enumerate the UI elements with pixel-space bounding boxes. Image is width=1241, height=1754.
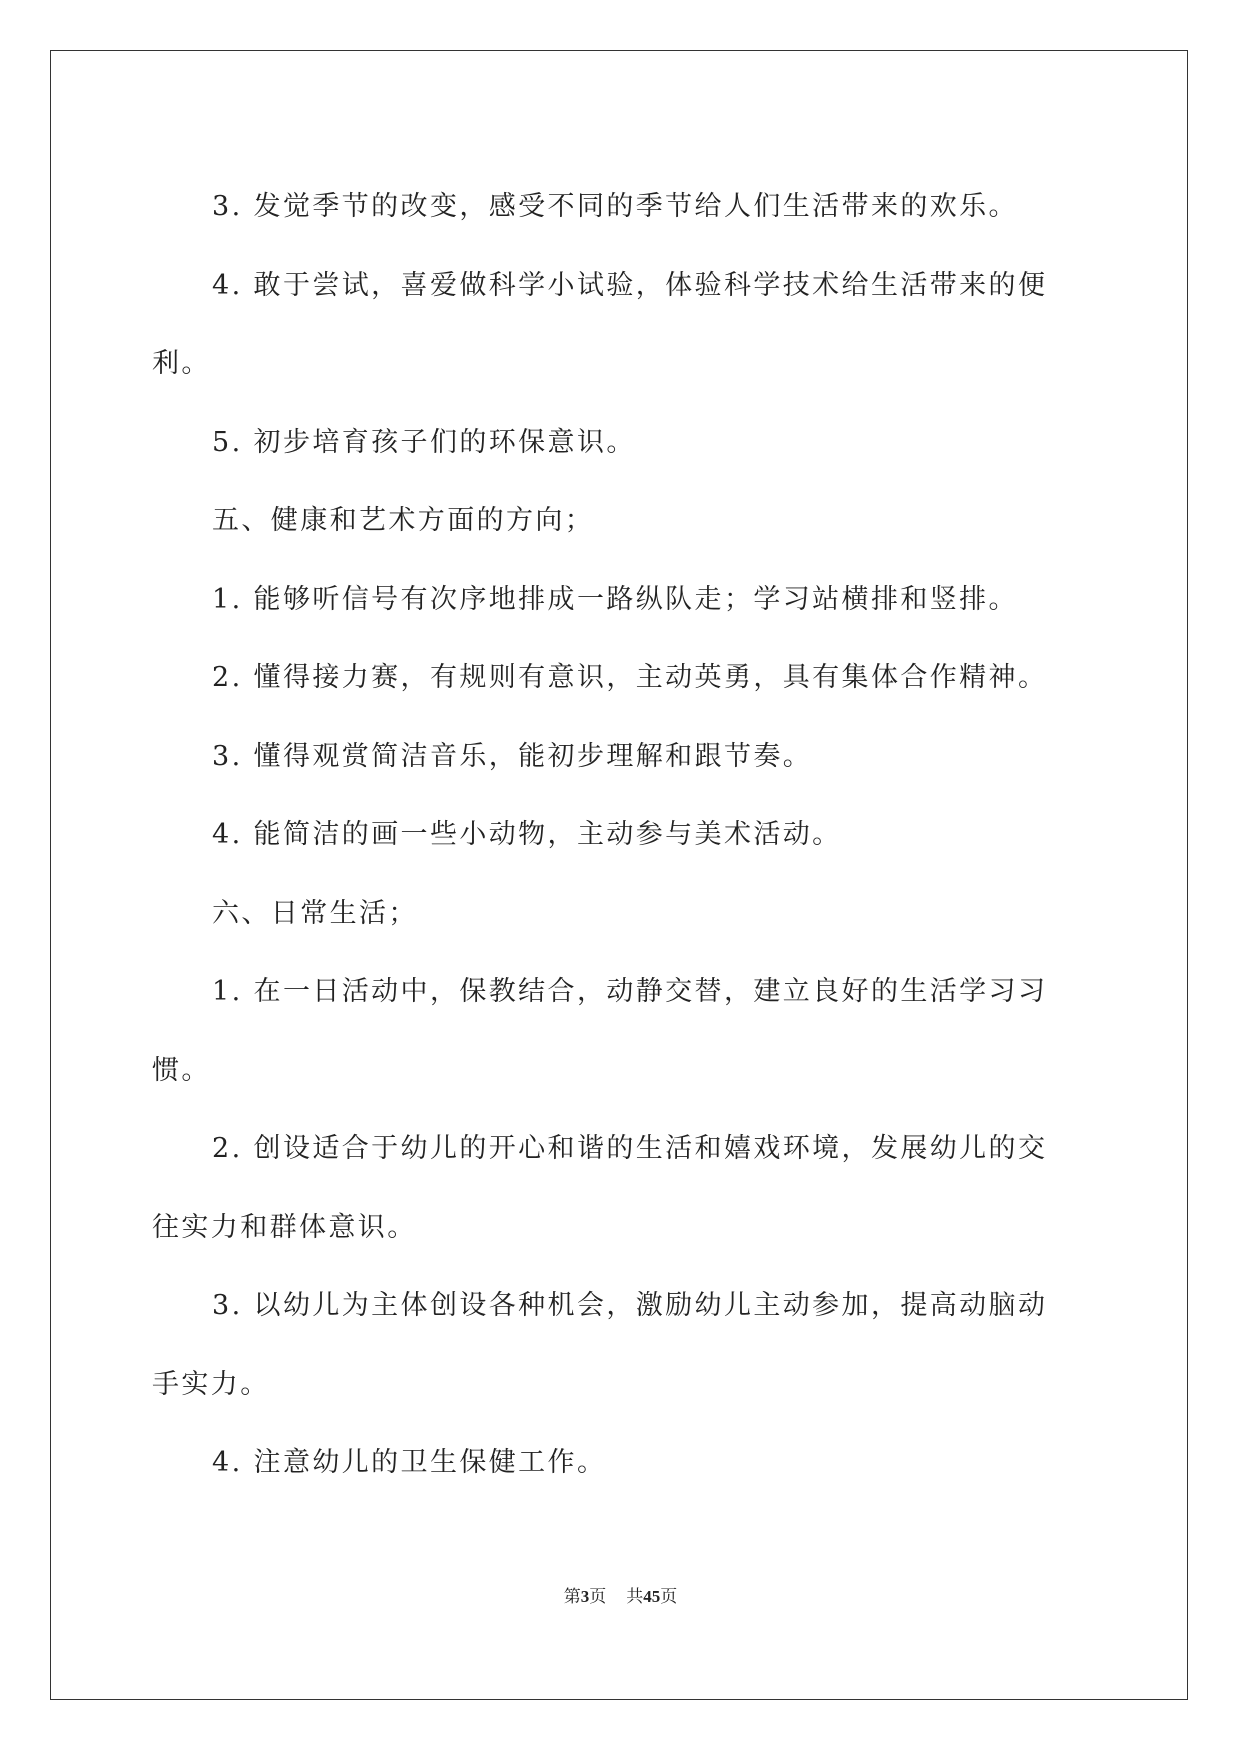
total-prefix: 共 xyxy=(626,1587,644,1607)
paragraph-line: 2. 创设适合于幼儿的开心和谐的生活和嬉戏环境，发展幼儿的交 xyxy=(212,1133,1048,1164)
document-body xyxy=(152,168,1092,1503)
page-footer xyxy=(0,1582,1241,1607)
page-prefix: 第 xyxy=(563,1587,581,1607)
paragraph-line: 3. 发觉季节的改变，感受不同的季节给人们生活带来的欢乐。 xyxy=(212,191,1018,222)
paragraph-line: 1. 在一日活动中，保教结合，动静交替，建立良好的生活学习习 xyxy=(212,976,1048,1007)
paragraph-line: 1. 能够听信号有次序地排成一路纵队走；学习站横排和竖排。 xyxy=(212,583,1018,615)
paragraph-line: 利。 xyxy=(152,348,211,379)
paragraph-line: 往实力和群体意识。 xyxy=(152,1211,417,1243)
paragraph-line: 4. 能简洁的画一些小动物，主动参与美术活动。 xyxy=(212,819,842,850)
section-heading: 五、健康和艺术方面的方向； xyxy=(212,505,595,536)
paragraph-line: 手实力。 xyxy=(152,1368,270,1400)
paragraph-line: 2. 懂得接力赛，有规则有意识，主动英勇，具有集体合作精神。 xyxy=(212,662,1048,693)
paragraph-line: 5. 初步培育孩子们的环保意识。 xyxy=(212,426,636,458)
page-suffix: 页 xyxy=(589,1587,607,1607)
paragraph-line: 3. 懂得观赏简洁音乐，能初步理解和跟节奏。 xyxy=(212,740,813,772)
page-number: 3 xyxy=(580,1587,590,1606)
total-pages: 45 xyxy=(643,1587,661,1606)
paragraph-line: 3. 以幼儿为主体创设各种机会，激励幼儿主动参加，提高动脑动 xyxy=(212,1290,1048,1321)
section-heading: 六、日常生活； xyxy=(212,897,418,929)
paragraph-line: 惯。 xyxy=(152,1054,211,1086)
total-suffix: 页 xyxy=(660,1587,678,1607)
paragraph-line: 4. 敢于尝试，喜爱做科学小试验，体验科学技术给生活带来的便 xyxy=(212,269,1048,301)
paragraph-line: 4. 注意幼儿的卫生保健工作。 xyxy=(212,1447,607,1478)
